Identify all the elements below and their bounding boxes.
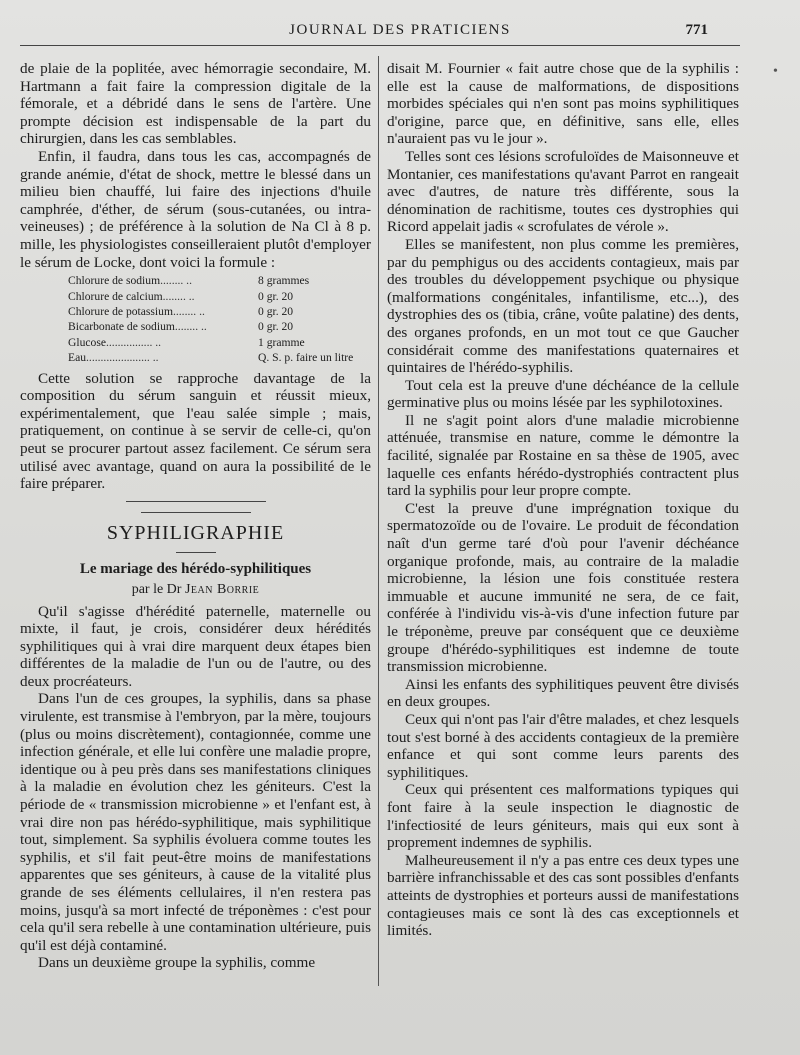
formula-row: Bicarbonate de sodium........ .. 0 gr. 20 [68, 319, 371, 334]
ingredient-quantity: 0 gr. 20 [258, 320, 294, 334]
ingredient-name: Chlorure de sodium [68, 274, 161, 288]
ingredient-name: Chlorure de potassium [68, 304, 173, 318]
column-divider [378, 56, 379, 986]
formula-row: Eau...................... .. Q. S. p. faire un litre [68, 350, 371, 365]
header-rule [20, 45, 740, 46]
byline-prefix: par le Dr [131, 581, 182, 597]
paragraph: Malheureusement il n'y a pas entre ces deux types une barrière infranchissable et des cas sont possibles d'enfants atteints de dystrophies et porteurs aussi de manifestations contagieuses mais ce sont là des cas exceptionnels et limités. [387, 851, 739, 940]
ingredient-quantity: 1 gramme [258, 335, 305, 349]
byline [20, 581, 371, 599]
paragraph: Enfin, il faudra, dans tous les cas, accompagnés de grande anémie, d'état de shock, mettre le blessé dans un milieu bien chauffé, lui faire des injections d'huile camphrée, d'éther, de sérum (sous-cutanées, ou intra-veineuses) ; de préférence à la solution de Na Cl à 8 p. mille, les physiologistes conseilleraient plutôt d'employer le sérum de Locke, dont voici la formule : [20, 147, 371, 271]
ingredient-name: Chlorure de calcium [68, 289, 163, 303]
article-title: Le mariage des hérédo-syphilitiques [79, 561, 312, 578]
ingredient-quantity: 0 gr. 20 [258, 304, 294, 318]
paragraph: Ceux qui présentent ces malformations typiques qui font faire à la seule inspection le diagnostic de l'infectiosité de leurs géniteurs, mais qui eux sont à proprement indemnes de syphilis. [387, 781, 739, 852]
author-name: Jean Borrie [184, 581, 260, 597]
paragraph: Tout cela est la preuve d'une déchéance de la cellule germinative plus ou moins lésée par les syphilotoxines. [387, 376, 739, 412]
ingredient-quantity: 0 gr. 20 [258, 289, 294, 303]
section-separator [126, 501, 266, 502]
formula-row: Chlorure de potassium........ .. 0 gr. 20 [68, 304, 371, 319]
left-column [20, 60, 371, 972]
ingredient-name: Eau [68, 351, 87, 365]
paragraph: Qu'il s'agisse d'hérédité paternelle, maternelle ou mixte, il faut, je crois, considérer deux hérédités syphilitiques qui à vrai dire marquent deux étapes bien différentes de la maladie de l'un ou de l'autre, ou des deux procréateurs. [20, 602, 371, 690]
section-separator [141, 512, 251, 513]
paragraph: Cette solution se rapproche davantage de la composition du sérum sanguin et réussit mieux, expérimentalement, que l'eau salée simple ; mais, pratiquement, on continue à se servir de celle-ci, qu'on peut se procurer partout assez facilement. Ce sérum sera utilisé avec avantage, quand on aura la possibilité de le faire préparer. [20, 369, 371, 493]
paragraph: Dans un deuxième groupe la syphilis, comme [38, 954, 316, 972]
paragraph: Dans l'un de ces groupes, la syphilis, dans sa phase virulente, est transmise à l'embryon, par la mère, toujours (plus ou moins discrètement), contagionnée, comme une infection générale, et elle lui confère une maladie propre, identique ou à peu près dans ses manifestations cliniques à la maladie en évolution chez les géniteurs. C'est la période de « transmission microbienne » et l'enfant est, à vrai dire non pas hérédo-syphilitique, mais syphilitique tout, simplement. Sa syphilis évoluera comme toutes les syphilis, et s'il fait peut-être moins de manifestations apparentes que ses géniteurs, à cause de la vitalité plus grande de ses éléments cellulaires, il n'en restera pas moins, jusqu'à sa mort infecté de tréponèmes : c'est pour cela qu'il sera rebelle à une contamination ultérieure, puis qu'il est déjà contaminé. [20, 690, 371, 954]
paragraph: Telles sont ces lésions scrofuloïdes de Maisonneuve et Montanier, ces manifestations qu'avant Parrot en rangeait avec d'autres, de nature très différente, sous la dénomination de rachitisme, toutes ces dystrophies qui Ricord appelait jadis « scrofulates de vérole ». [387, 147, 739, 236]
title-rule [176, 552, 216, 553]
right-column [387, 60, 739, 940]
ingredient-name: Glucose [68, 335, 106, 349]
running-head [0, 22, 800, 42]
running-title: JOURNAL DES PRATICIENS [289, 22, 511, 38]
section-title: SYPHILIGRAPHIE [106, 521, 285, 544]
page-number: 771 [685, 22, 708, 38]
formula-row: Glucose................ .. 1 gramme [68, 335, 371, 350]
paragraph: C'est la preuve d'une imprégnation toxique du spermatozoïde ou de l'ovaire. Le produit de fécondation naît d'un germe taré d'où pour l'avenir déchéance organique profonde, mais, au contraire de la maladie microbienne, la lésion une fois constituée restera immuable et aucune immunité ne sera, de ce fait, conférée à l'individu vis-à-vis d'une infection future par le tréponème, preuve par conséquent que ce deuxième groupe d'hérédo-syphilitiques est indemne de toute transmission microbienne. [387, 499, 739, 676]
formula-row: Chlorure de calcium........ .. 0 gr. 20 [68, 289, 371, 304]
formula-row: Chlorure de sodium........ .. 8 grammes [68, 273, 371, 288]
paragraph: disait M. Fournier « fait autre chose que de la syphilis : elle est la cause de malformations, de dispositions morbides spéciales qui n'en sont pas moins syphilitiques d'origine, parce que, en définitive, sans elle, elles n'auraient pas vu le jour ». [387, 60, 739, 148]
ingredient-name: Bicarbonate de sodium [68, 320, 175, 334]
paragraph: Elles se manifestent, non plus comme les premières, par du pemphigus ou des accidents contagieux, mais par des troubles du développement psychique ou physique (malformations congénitales, infantilisme, etc...), des dystrophies des os (tibia, crâne, voûte palatine) des dents, des organes profonds, en un mot tout ce que Gaucher considérait comme des manifestations quaternaires et quintaires de l'hérédo-syphilis. [387, 235, 739, 377]
ingredient-quantity: 8 grammes [258, 274, 310, 288]
ingredient-quantity: Q. S. p. faire un litre [258, 351, 354, 365]
margin-dot: • [773, 64, 778, 79]
paragraph: Ceux qui n'ont pas l'air d'être malades, et chez lesquels tout s'est borné à des accidents contagieux de la première enfance et qui sont comme leurs parents des syphilitiques. [387, 710, 739, 781]
paragraph: Ainsi les enfants des syphilitiques peuvent être divisés en deux groupes. [387, 675, 739, 711]
paragraph: de plaie de la poplitée, avec hémorragie secondaire, M. Hartmann a fait faire la compression digitale de la fémorale, et a débridé dans le sens de l'artère. Une prompte décision est indispensable de la part du chirurgien, dans les cas semblables. [20, 60, 371, 148]
paragraph: Il ne s'agit point alors d'une maladie microbienne atténuée, transmise en nature, comme le démontre la facilité, signalée par Rostaine en sa thèse de 1905, avec laquelle ces enfants hérédo-dystrophiés contractent plus tard la syphilis pour leur propre compte. [387, 411, 739, 500]
locke-serum-formula [68, 273, 371, 365]
